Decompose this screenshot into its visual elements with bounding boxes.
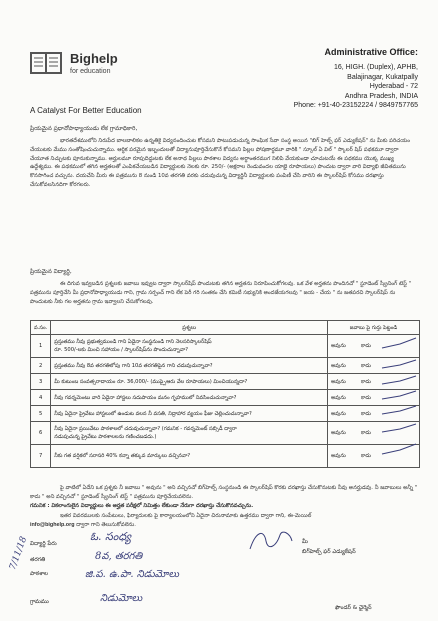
office-line: Andhra Pradesh, INDIA [344,92,418,100]
answer-yes[interactable]: అవును [331,453,346,459]
hand-class: 8వ, తరగతి [95,551,143,562]
answer-yes[interactable]: అవును [331,394,346,401]
office-line: Balajinagar, Kukatpally [347,73,418,81]
salutation: ప్రియమైన ప్రధానోపాధ్యాయుడు లేక గ్రామాధికారి, [30,126,138,132]
answer-yes[interactable]: అవును [331,362,346,369]
office-address [238,47,418,111]
table-row [31,422,420,445]
paragraph-instructions: ఈ దిగువ ఇవ్వబడిన ప్రశ్నలకు జవాబు ఇవ్వుట ద్వారా స్కాలర్‌షిప్ పొందుటకు తగిన అర్హతను నిరూపించుకోగలవు. ఒక వేళ అర్హతను పొందినచో " స్టూడెంట్ స్క్రీనింగ్ టెస్ట్ " పత్రమును పూర్తిచేసి మీ ప్రధానోపాధ్యాయుడు గాని, గ్రామ సర్పంచ్ గాని లేక పెరీ గరి సంతకం చేసి కమిటీ సభ్యునికి అందజేయగలవు " జయ - చేయ " ను జతపరచి స్కాలర్‌షిప్ ను పొందుటకు నీకు గల అర్హతను గ్రామ ఇవ్వాలని చేసుకోగలవు. [30,281,412,305]
school-label: పాఠశాల [30,571,48,577]
hand-school: జి.ప. ఉ.పా. నిడుమోలు [85,569,180,580]
founder-title: ఫౌండర్ & ఛైర్మెన్ [335,605,372,611]
eligibility-table [30,320,420,468]
row-num: 4 [31,390,51,406]
note: గమనిక : వికలాంగులైన విద్యార్థులు ఈ అర్హత పరీక్షలో నిమిత్తం లేకుండా నేరుగా దరఖాస్తు చేసుకొనవచ్చును. [30,503,254,509]
answer-no[interactable]: కాదు [361,430,371,436]
table-row [31,335,420,358]
table-row [31,358,420,374]
row-num: 3 [31,374,51,390]
paragraph-outcome: పై వాటిలో ఏదేని ఒక ప్రశ్నకు నీ జవాబు " అవును " అని వచ్చినచో బిగ్‌హెల్ప్ సంస్థనుండి ఈ స్కాలర్‌షిప్ కొరకు దరఖాస్తు చేసుకొనుటకు నీవు అనర్హుడవు. నీ జవాబులు అన్నీ " కాదు " అని వచ్చినచో " స్టూడెంట్ స్క్రీనింగ్ టెస్ట్ " పత్రమును పూర్తిచేయవలెను. [30,485,418,500]
answer-no[interactable]: కాదు [361,378,371,385]
table-row [31,390,420,406]
answer-no[interactable]: కాదు [361,343,371,349]
class-label: తరగతి [30,557,46,563]
handwritten-tick-marks [380,336,420,466]
row-question: ప్రస్తుతము నీవు ప్రభుత్వముండి గాని ఏదైనా సంస్థనుండి గాని నెలసరిస్కాలర్‌షిప్ రూ. 500/-లకు మించి సహాయం / స్కాలర్‌షిప్‌ను పొందుచున్నావా? [51,335,328,358]
col-header-question: ప్రశ్నలు [51,321,328,335]
office-phone: Phone: +91-40-23152224 / 9849757765 [293,102,418,109]
row-question: మీ కుటుంబ సంవత్సరాదాయం రూ. 36,000/- (ముప్పైఆరు వేల రూపాయలు) మించియున్నదా? [51,374,328,390]
student-salutation: ప్రియమైన విద్యార్థి, [30,269,72,275]
student-name-label: విద్యార్థి పేరు [30,541,57,547]
handwritten-signature [246,527,296,555]
table-row [31,445,420,468]
answer-yes[interactable]: అవును [331,430,346,436]
answer-no[interactable]: కాదు [361,394,371,401]
answer-no[interactable]: కాదు [361,410,371,417]
org-signature: బిగ్‌హెల్ప్ ఫర్ ఎడ్యుకేషన్ [302,549,356,555]
brand-tagline: A Catalyst For Better Education [30,106,142,115]
contact-email-link[interactable]: info@bighelp.org [30,522,75,528]
table-row [31,374,420,390]
book-logo-icon [28,48,64,78]
col-header-num: వ.సం. [31,321,51,335]
paragraph-intro: భారతదేశములోని నిరుపేద బాలబాలికల ఉన్నతికై విద్యనందించుట కోసమని పాటుపడుచున్న సాంఘిక సేవా సంస్థ అయిన "బిగ్ హెల్ప్ ఫర్ ఎడ్యుకేషన్" ను మీకు పరిచయం చేయుటకు మేము సంతోషించుచున్నాము. ఆర్ధిక పరమైన ఇబ్బందులతో విద్యానువూర్తిచేసుకొనే కోసమని పిల్లల పోషణార్థమూ వారికి " స్కూల్ ఏ విల్ " స్కాలర్ షిప్ పథకమూ ద్వారా చేయూత నిచ్చుటకు పూనుకున్నాము. అర్హులమూ రూపుదిద్దుటకు లేక అనాథ పిల్లలు పాఠశాల విద్యను అర్ధాంతరముగ నిలిపి వేయకుండా చూచుటయే ఈ పథకము యొక్క ముఖ్య ఉద్దేశ్యము. ఈ పథకములో తగిన అర్హతలతో ఎంపికచేయబడిన విద్యార్థులకు నెలకు రూ. 250/- (అక్షరాల రెండువందల యాభై రూపాయలు) పొందుట ద్వారా వారి విద్యాభి జీవితమును కొనసాగించ వచ్చును. దయచేసి మీరు ఈ పత్రమును 8 నుండి 10వ తరగతి వరకు చదువుచున్న విద్యార్థినీ విద్యార్థులకు పంపిణీ చేసి వారిని ఈ స్కాలర్‌షిప్ కోసము దరఖాస్తు చేసుకోవలసినదిగా కోరగలరు. [30,138,410,188]
row-num: 7 [31,445,51,468]
row-num: 5 [31,406,51,422]
row-question: నీవు ఏదైనా ప్రైవేటు హాస్టలులో ఉండుట వలన నీ వసతి, నిద్రాహార వ్యయం ఫీజు చెల్లించుచున్నావా? [51,406,328,422]
paragraph-contact: ఇతర వివరములకు సంపేటులు, ఫిర్యాదులకు పై కార్యాలయంలోని ఏదైనా చిరునామాకు ఉత్తరము ద్వారా గాని, ఈ-మెయిల్ [60,513,312,519]
hand-date: 7/11/18 [8,535,30,572]
office-line: Hyderabad - 72 [369,83,418,90]
row-num: 2 [31,358,51,374]
village-label: గ్రామము [30,599,49,605]
row-question: నీకు గత వర్షికలో సరాసరి 40% కన్నా తక్కువ మార్కులు వచ్చినవా? [51,445,328,468]
hand-village: నిడుమోలు [100,593,143,604]
closing-word: మీ [302,539,308,545]
hand-student-name: ఓ. సంధ్య [90,530,132,543]
office-title: Administrative Office: [324,47,418,57]
contact-line [30,521,418,530]
col-header-answer: జవాబు పై గుర్తు పెట్టండి [328,321,420,335]
row-num: 6 [31,422,51,445]
contact-suffix: ద్వారా గాని తెలుసుకోవలెను. [76,522,136,528]
brand-name: Bighelp [70,51,118,66]
office-line: 16, HIGH. (Duplex), APHB, [333,64,418,71]
row-question: నీవు ఏదైనా ప్రయివేటు పాఠశాలలో చదువుచున్నావా? (గమనిక - గవర్నమెంట్ సబ్సిడీ ద్వారా నడుపుచున్న ప్రైవేటు పాఠశాలలను గణించబడదు.) [51,422,328,445]
answer-no[interactable]: కాదు [361,453,371,459]
brand-subtitle: for education [70,68,111,75]
answer-no[interactable]: కాదు [361,362,371,369]
table-row [31,406,420,422]
answer-yes[interactable]: అవును [331,378,346,385]
row-question: నీవు గవర్నమెంటు వారి ఏదైనా హాస్టలు సదుపాయం మనం గృహములో నివసించుచున్నావా? [51,390,328,406]
row-question: ప్రస్తుతము నీవు 8వ తరగతిలోపు గాని 10వ తరగతిపైన గాని చదువుచున్నావా? [51,358,328,374]
answer-yes[interactable]: అవును [331,343,346,349]
row-num: 1 [31,335,51,358]
answer-yes[interactable]: అవును [331,410,346,417]
